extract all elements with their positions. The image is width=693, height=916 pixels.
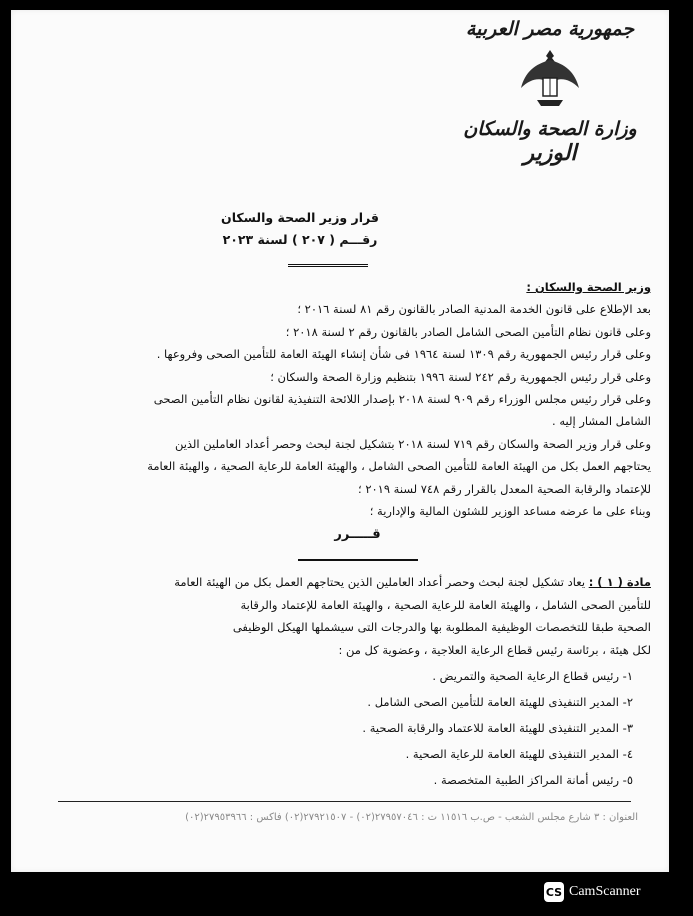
article-1-label: مادة ( ١ ) :	[588, 575, 651, 590]
camscanner-watermark	[544, 882, 641, 902]
preamble-line: الشامل المشار إليه .	[552, 414, 651, 429]
members-list	[64, 663, 651, 793]
article-1-line: يعاد تشكيل لجنة لبحث وحصر أعداد العاملين الذين يحتاجهم العمل بكل من الهيئة العامة	[174, 575, 586, 590]
preamble-line: وعلى قانون نظام التأمين الصحى الشامل الصادر بالقانون رقم ٢ لسنة ٢٠١٨ ؛	[285, 324, 651, 339]
decided-divider	[298, 559, 418, 561]
camscanner-label: CamScanner	[569, 884, 641, 899]
decree-number: رقـــم ( ٢٠٧ ) لسنة ٢٠٢٣	[222, 232, 378, 247]
preamble-line: وعلى قرار وزير الصحة والسكان رقم ٧١٩ لسنة ٢٠١٨ بتشكيل لجنة لبحث وحصر أعداد العاملين الذين	[174, 436, 651, 451]
camscanner-icon: CS	[544, 882, 564, 902]
article-1	[64, 571, 651, 661]
decided-label: قـــــرر	[334, 527, 381, 543]
preamble-line: وعلى قرار رئيس مجلس الوزراء رقم ٩٠٩ لسنة ٢٠١٨ بإصدار اللائحة التنفيذية لقانون نظام التأمين الصحى	[153, 392, 651, 407]
article-1-line: لكل هيئة ، برئاسة رئيس قطاع الرعاية العلاجية ، وعضوية كل من :	[338, 642, 651, 657]
decided-heading	[64, 524, 651, 569]
preamble-line: وعلى قرار رئيس الجمهورية رقم ٢٤٢ لسنة ١٩٩٦ بتنظيم وزارة الصحة والسكان ؛	[270, 369, 651, 384]
article-1-line: للتأمين الصحى الشامل ، والهيئة العامة للرعاية الصحية ، والهيئة العامة للإعتماد والرقابة	[240, 597, 651, 612]
list-item: ٥- رئيس أمانة المراكز الطبية المتخصصة .	[433, 772, 633, 787]
preamble-line: للإعتماد والرقابة الصحية المعدل بالقرار رقم ٧٤٨ لسنة ٢٠١٩ ؛	[358, 481, 651, 496]
preamble-heading: وزير الصحة والسكان :	[526, 280, 651, 294]
list-item: ١- رئيس قطاع الرعاية الصحية والتمريض .	[432, 668, 633, 683]
footer-address: العنوان : ٣ شارع مجلس الشعب - ص.ب ١١٥١٦ ت : ٢٧٩٥٧٠٤٦(٠٢) - ٢٧٩٢١٥٠٧(٠٢) فاكس : ٢٧٩٥٣٩٦٦(٠٢)	[185, 812, 638, 823]
eagle-emblem-icon	[515, 44, 585, 114]
decree-body	[64, 276, 651, 793]
preamble-line: وبناء على ما عرضه مساعد الوزير للشئون المالية والإدارية ؛	[369, 504, 651, 519]
decree-title-line1: قرار وزير الصحة والسكان	[221, 210, 379, 225]
decree-title	[200, 207, 400, 251]
preamble-line: يحتاجهم العمل بكل من الهيئة العامة للتأمين الصحى الشامل ، والهيئة العامة للرعاية الصحية ، والهيئة العامة	[147, 459, 651, 474]
letterhead-republic: جمهورية مصر العربية	[465, 18, 635, 40]
preamble-line: بعد الإطلاع على قانون الخدمة المدنية الصادر بالقانون رقم ٨١ لسنة ٢٠١٦ ؛	[297, 302, 651, 317]
list-item: ٣- المدير التنفيذى للهيئة العامة للاعتماد والرقابة الصحية .	[362, 720, 633, 735]
letterhead	[435, 10, 665, 166]
article-1-line: الصحية طبقا للتخصصات الوظيفية المطلوبة بها والدرجات التى سيشملها الهيكل الوظيفى	[232, 620, 651, 635]
list-item: ٢- المدير التنفيذى للهيئة العامة للتأمين الصحى الشامل .	[367, 694, 633, 709]
letterhead-minister: الوزير	[523, 140, 577, 166]
list-item: ٤- المدير التنفيذى للهيئة العامة للرعاية الصحية .	[405, 746, 633, 761]
title-divider	[288, 264, 368, 267]
footer-divider	[58, 801, 631, 802]
preamble-line: وعلى قرار رئيس الجمهورية رقم ١٣٠٩ لسنة ١٩٦٤ فى شأن إنشاء الهيئة العامة للتأمين الصحى وفروعها .	[156, 347, 651, 362]
letterhead-ministry: وزارة الصحة والسكان	[463, 118, 637, 140]
